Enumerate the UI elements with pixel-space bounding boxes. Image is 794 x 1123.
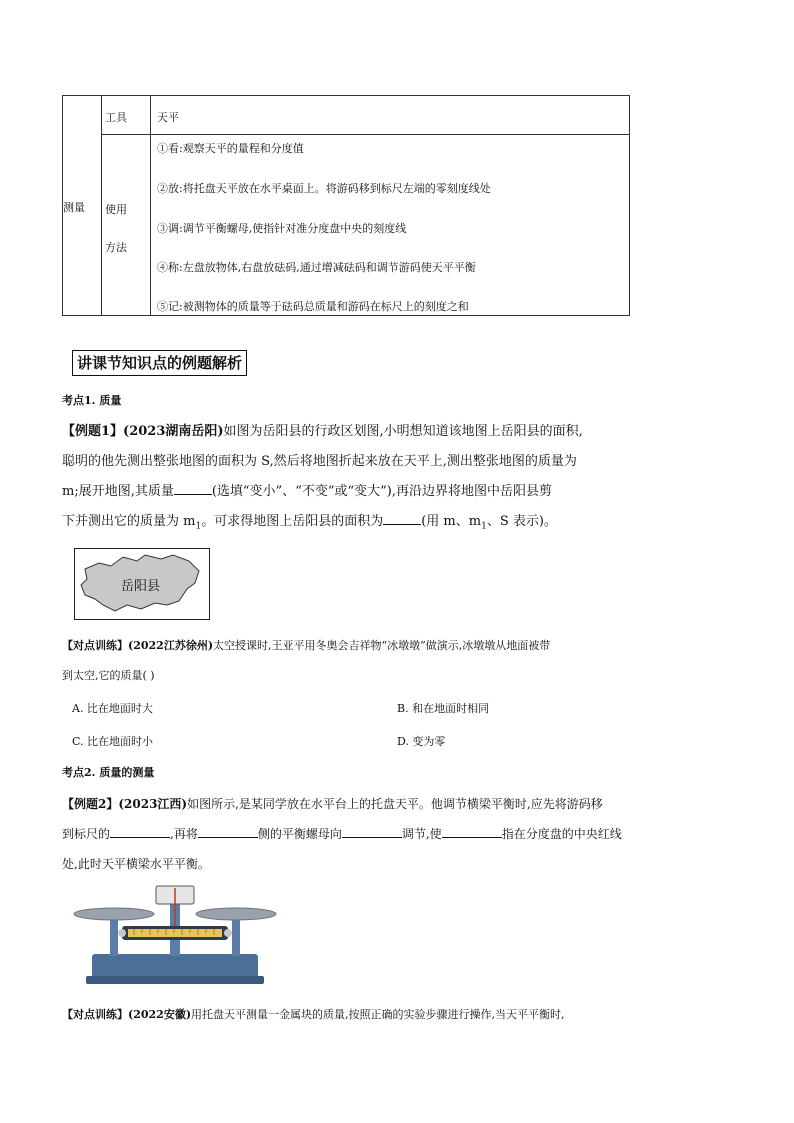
training-text: 到太空,它的质量( ) [62, 669, 155, 682]
answer-blank[interactable] [198, 823, 258, 838]
example-text: ,再将 [170, 827, 198, 841]
tool-label: 工具 [105, 111, 127, 124]
training-text: 用托盘天平测量一金属块的质量,按照正确的实验步骤进行操作,当天平平衡时, [191, 1008, 565, 1021]
answer-blank[interactable] [174, 480, 212, 495]
balance-figure [72, 882, 278, 986]
option-a[interactable]: A. 比在地面时大 [72, 702, 153, 715]
example-text: 、S 表示)。 [486, 514, 557, 529]
table-divider [101, 96, 102, 315]
training-text: 太空授课时,王亚平用冬奥会吉祥物“冰墩墩”做演示,冰墩墩从地面被带 [213, 639, 551, 652]
example-tag: 【例题1】(2023湖南岳阳) [62, 424, 224, 439]
example-text: 到标尺的 [62, 827, 111, 841]
usage-label: 方法 [105, 241, 127, 254]
subscript: 1 [195, 521, 202, 532]
example-text: 处,此时天平横梁水平平衡。 [62, 857, 210, 871]
training-1 [62, 631, 742, 691]
example-text: 下并测出它的质量为 m [62, 514, 196, 529]
example-text: 如图所示,是某同学放在水平台上的托盘天平。他调节横梁平衡时,应先将游码移 [187, 797, 603, 811]
usage-step: ④称:左盘放物体,右盘放砝码,通过增减砝码和调节游码使天平平衡 [157, 261, 476, 274]
usage-step: ①看:观察天平的量程和分度值 [157, 142, 304, 155]
table-divider [101, 134, 629, 135]
row-header-measure: 测量 [63, 201, 85, 214]
subscript: 1 [481, 521, 487, 532]
option-b[interactable]: B. 和在地面时相同 [397, 702, 490, 715]
example-text: (选填“变小”、“不变”或“变大”),再沿边界将地图中岳阳县剪 [211, 484, 552, 499]
example-2 [62, 789, 742, 879]
measurement-table [62, 95, 630, 316]
topic-heading: 考点2. 质量的测量 [62, 766, 155, 779]
usage-step: ⑤记:被测物体的质量等于砝码总质量和游码在标尺上的刻度之和 [157, 300, 469, 313]
answer-blank[interactable] [342, 823, 402, 838]
example-1 [62, 417, 742, 542]
answer-blank[interactable] [442, 823, 502, 838]
usage-step: ②放:将托盘天平放在水平桌面上。将游码移到标尺左端的零刻度线处 [157, 182, 491, 195]
topic-heading: 考点1. 质量 [62, 394, 122, 407]
table-divider [150, 96, 151, 315]
example-text: (用 m、m [421, 514, 482, 529]
example-text: 侧的平衡螺母向 [257, 827, 342, 841]
example-text: 调节,使 [401, 827, 442, 841]
option-c[interactable]: C. 比在地面时小 [72, 735, 154, 748]
training-tag: 【对点训练】(2022江苏徐州) [62, 639, 214, 652]
example-tag: 【例题2】(2023江西) [62, 797, 188, 811]
section-title: 讲课节知识点的例题解析 [72, 350, 247, 376]
tray-balance-icon [72, 882, 278, 986]
example-text: m;展开地图,其质量 [62, 484, 174, 499]
example-text: 指在分度盘的中央红线 [501, 827, 622, 841]
usage-label: 使用 [105, 203, 127, 216]
answer-blank[interactable] [383, 510, 421, 525]
example-text: 。可求得地图上岳阳县的面积为 [201, 514, 384, 529]
example-text: 如图为岳阳县的行政区划图,小明想知道该地图上岳阳县的面积, [223, 424, 583, 439]
training-2 [62, 1000, 742, 1030]
usage-step: ③调:调节平衡螺母,使指针对准分度盘中央的刻度线 [157, 222, 407, 235]
yueyang-map-figure [74, 548, 210, 620]
tool-value: 天平 [157, 111, 179, 124]
answer-blank[interactable] [110, 823, 170, 838]
option-d[interactable]: D. 变为零 [397, 735, 446, 748]
map-label: 岳阳县 [121, 579, 161, 594]
example-text: 聪明的他先测出整张地图的面积为 S,然后将地图折起来放在天平上,测出整张地图的质量为 [62, 454, 577, 469]
training-tag: 【对点训练】(2022安徽) [62, 1008, 192, 1021]
